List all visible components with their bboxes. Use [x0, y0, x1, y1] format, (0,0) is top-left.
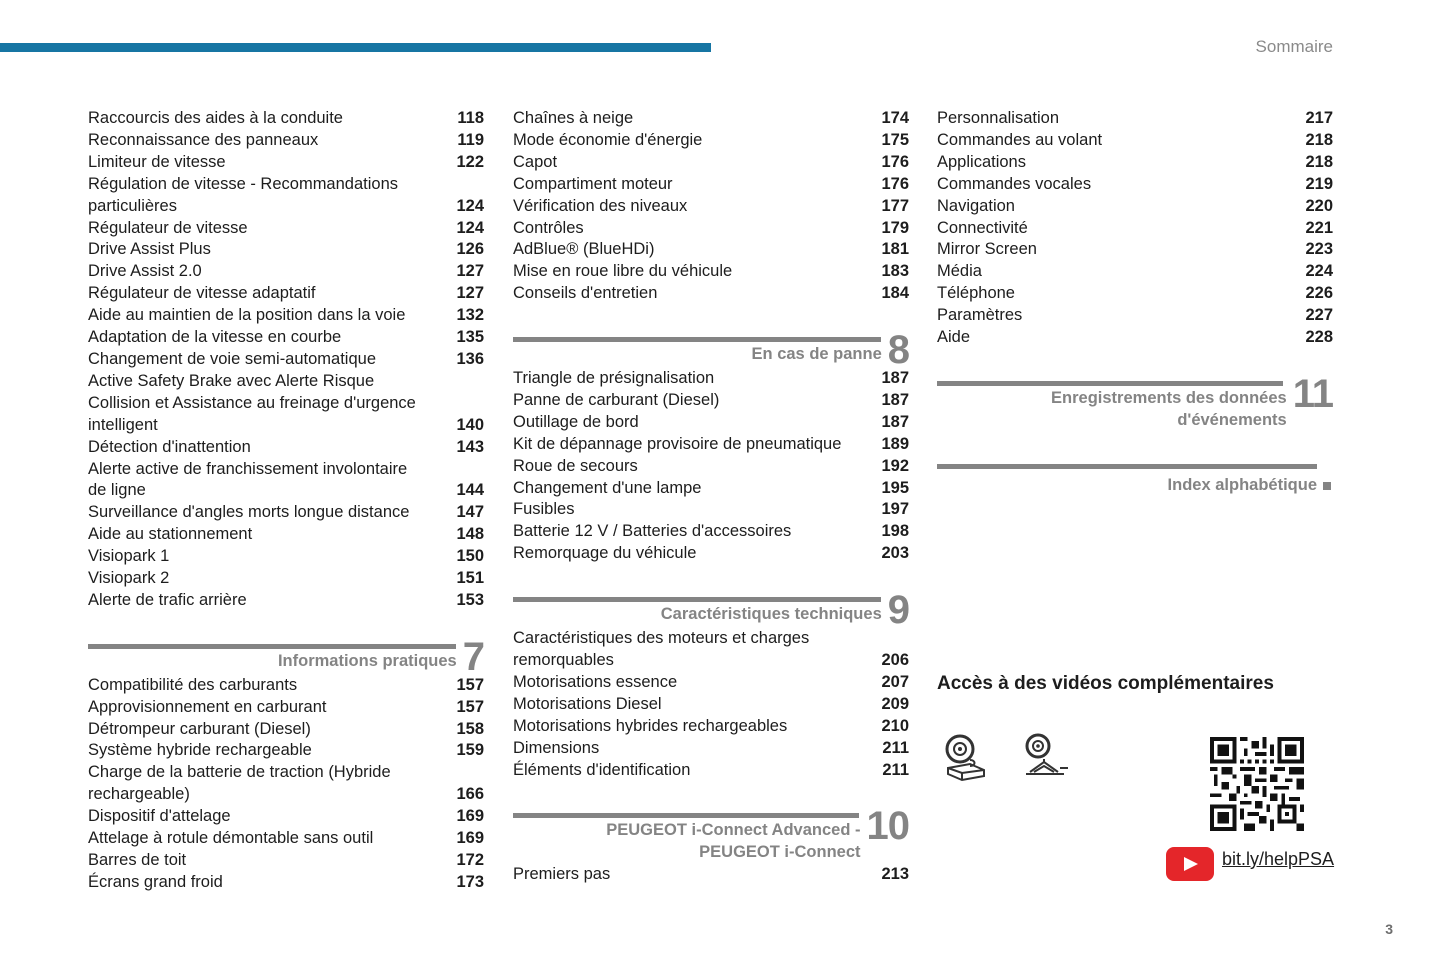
section-10-number: 10 [866, 804, 909, 849]
toc-entry-title: Changement d'une lampe [513, 478, 702, 497]
toc-entry-page: 127 [456, 284, 484, 303]
toc-entry[interactable] [88, 349, 484, 371]
toc-entry-title: rechargeable) [88, 785, 190, 804]
help-video-link[interactable]: bit.ly/helpPSA [1222, 849, 1335, 869]
toc-list [88, 108, 484, 612]
toc-entry[interactable] [88, 283, 484, 305]
toc-entry-title: Adaptation de la vitesse en courbe [88, 328, 342, 347]
toc-entry[interactable] [88, 371, 484, 393]
toc-entry-page: 179 [881, 218, 909, 237]
toc-entry[interactable] [513, 499, 909, 521]
toc-entry-page: 157 [456, 697, 484, 716]
section-8-number: 8 [887, 328, 909, 373]
section-7-title: Informations pratiques [277, 651, 457, 670]
toc-entry-title: Écrans grand froid [88, 872, 223, 891]
toc-entry-page: 220 [1305, 196, 1333, 215]
toc-entry-title: Régulateur de vitesse [88, 218, 248, 237]
toc-entry-title: Détrompeur carburant (Diesel) [88, 719, 311, 738]
toc-entry[interactable] [513, 456, 909, 478]
toc-entry-title: Charge de la batterie de traction (Hybride [88, 763, 391, 782]
toc-entry-title: Compartiment moteur [513, 174, 673, 193]
toc-entry-title: Aide au maintien de la position dans la voie [88, 306, 406, 325]
toc-entry-title: Média [937, 262, 982, 281]
toc-entry-title: Contrôles [513, 218, 584, 237]
spare-wheel-jack-icon [1020, 732, 1070, 784]
toc-entry-title: de ligne [88, 481, 146, 500]
toc-entry-title: Remorquage du véhicule [513, 544, 697, 563]
toc-entry-page: 172 [456, 850, 484, 869]
toc-entry-title: AdBlue® (BlueHDi) [513, 240, 655, 259]
toc-entry-title: Vérification des niveaux [513, 196, 688, 215]
toc-entry[interactable] [513, 864, 909, 886]
toc-entry[interactable] [88, 828, 484, 850]
videos-heading: Accès à des vidéos complémentaires [937, 673, 1274, 694]
toc-entry[interactable] [513, 108, 909, 130]
toc-entry-page: 221 [1305, 218, 1333, 237]
toc-entry-title: Téléphone [937, 284, 1015, 303]
toc-entry-page: 211 [882, 760, 909, 779]
toc-entry[interactable] [88, 806, 484, 828]
toc-entry-title: Surveillance d'angles morts longue distance [88, 503, 410, 522]
toc-entry[interactable] [937, 130, 1333, 152]
toc-entry[interactable] [513, 152, 909, 174]
toc-entry-page: 174 [881, 109, 909, 127]
toc-entry-page: 126 [456, 240, 484, 259]
toc-entry[interactable] [513, 434, 909, 456]
toc-entry[interactable] [513, 174, 909, 196]
toc-list [937, 108, 1333, 349]
toc-entry-title: Détection d'inattention [88, 437, 251, 456]
toc-entry-page: 217 [1305, 109, 1333, 127]
toc-entry[interactable] [513, 130, 909, 152]
toc-entry-title: Visiopark 1 [88, 547, 170, 566]
toc-entry[interactable] [513, 650, 909, 672]
toc-entry-page: 192 [881, 456, 909, 475]
section-10-title-line2: PEUGEOT i-Connect [699, 843, 861, 862]
toc-entry[interactable] [513, 218, 909, 240]
section-9-title: Caractéristiques techniques [660, 605, 882, 624]
toc-entry[interactable] [88, 740, 484, 762]
section-11-title-line2: d'événements [1177, 410, 1287, 429]
toc-entry[interactable] [88, 174, 484, 196]
toc-entry[interactable] [88, 502, 484, 524]
toc-entry-title: Caractéristiques des moteurs et charges [513, 629, 810, 648]
toc-entry-page: 132 [456, 306, 484, 325]
toc-entry-page: 118 [457, 109, 484, 127]
toc-entry[interactable] [88, 305, 484, 327]
toc-column-2 [513, 108, 909, 886]
toc-entry[interactable] [937, 196, 1333, 218]
toc-entry[interactable] [88, 546, 484, 568]
toc-entry[interactable] [513, 716, 909, 738]
index-link[interactable] [937, 475, 1333, 497]
toc-entry[interactable] [88, 152, 484, 174]
toc-entry[interactable] [513, 412, 909, 434]
section-9-header [513, 588, 909, 633]
toc-entry-page: 218 [1305, 130, 1333, 149]
toc-entry[interactable] [88, 393, 484, 415]
toc-entry-title: Personnalisation [937, 109, 1059, 127]
toc-entry-page: 195 [881, 478, 909, 497]
qr-code[interactable] [1210, 737, 1304, 831]
toc-entry[interactable] [88, 568, 484, 590]
toc-entry-title: Triangle de présignalisation [513, 369, 715, 388]
toc-entry-page: 227 [1305, 306, 1333, 325]
toc-entry-page: 173 [456, 872, 484, 891]
toc-entry[interactable] [513, 478, 909, 500]
toc-entry-title: Collision et Assistance au freinage d'urgence [88, 393, 416, 412]
toc-entry-page: 181 [881, 240, 909, 259]
toc-entry-title: Connectivité [937, 218, 1028, 237]
toc-entry-page: 122 [456, 152, 484, 171]
toc-entry[interactable] [937, 261, 1333, 283]
toc-entry-title: Motorisations Diesel [513, 694, 662, 713]
toc-list [88, 675, 484, 894]
toc-entry[interactable] [88, 239, 484, 261]
toc-entry-title: Conseils d'entretien [513, 284, 658, 303]
toc-entry-page: 124 [456, 218, 484, 237]
toc-entry-page: 144 [456, 481, 484, 500]
toc-column-1 [88, 108, 484, 894]
toc-entry[interactable] [88, 784, 484, 806]
toc-entry-page: 153 [456, 590, 484, 609]
toc-entry-title: Fusibles [513, 500, 575, 519]
toc-entry-page: 187 [881, 412, 909, 431]
toc-entry-page: 187 [881, 369, 909, 388]
toc-entry-title: Barres de toit [88, 850, 187, 869]
section-11-number: 11 [1292, 371, 1333, 416]
toc-entry[interactable] [88, 108, 484, 130]
toc-entry-title: Régulation de vitesse - Recommandations [88, 174, 398, 193]
section-10-title [606, 820, 866, 864]
toc-list [513, 108, 909, 305]
toc-entry[interactable] [88, 590, 484, 612]
toc-entry-page: 127 [456, 262, 484, 281]
toc-list [513, 628, 909, 781]
section-11-title-line1: Enregistrements des données [1051, 388, 1287, 407]
toc-entry[interactable] [88, 196, 484, 218]
toc-entry-page: 124 [456, 196, 484, 215]
index-title: Index alphabétique [1167, 475, 1317, 494]
toc-entry[interactable] [513, 390, 909, 412]
toc-entry-title: remorquables [513, 651, 614, 669]
toc-entry[interactable] [88, 524, 484, 546]
toc-entry-title: Kit de dépannage provisoire de pneumatique [513, 434, 842, 453]
toc-entry[interactable] [513, 760, 909, 782]
index-divider [937, 464, 1317, 469]
toc-entry-page: 210 [881, 716, 909, 735]
toc-entry-page: 219 [1305, 174, 1333, 193]
square-bullet-icon [1323, 482, 1331, 490]
toc-entry-title: Mirror Screen [937, 240, 1037, 259]
toc-entry[interactable] [513, 738, 909, 760]
toc-entry-title: Premiers pas [513, 865, 611, 884]
toc-entry-page: 223 [1305, 240, 1333, 259]
toc-entry[interactable] [88, 697, 484, 719]
toc-list [513, 864, 909, 886]
toc-entry-title: Capot [513, 152, 558, 171]
toc-entry-title: Outillage de bord [513, 412, 639, 431]
toc-entry-title: Compatibilité des carburants [88, 675, 298, 694]
toc-entry-page: 224 [1305, 262, 1333, 281]
toc-entry-title: Motorisations hybrides rechargeables [513, 716, 788, 735]
toc-entry-title: Batterie 12 V / Batteries d'accessoires [513, 522, 792, 541]
toc-entry-page: 177 [881, 196, 909, 215]
toc-entry-page: 175 [881, 130, 909, 149]
toc-entry-title: Raccourcis des aides à la conduite [88, 109, 343, 127]
toc-entry[interactable] [937, 327, 1333, 349]
toc-entry[interactable] [513, 694, 909, 716]
toc-entry[interactable] [88, 719, 484, 741]
toc-entry-title: intelligent [88, 415, 158, 434]
toc-entry-page: 206 [881, 651, 909, 669]
toc-entry-title: Commandes au volant [937, 130, 1103, 149]
toc-entry-page: 198 [881, 522, 909, 541]
toc-entry-title: Dispositif d'attelage [88, 807, 231, 826]
toc-entry-title: Alerte active de franchissement involontaire [88, 459, 408, 478]
youtube-play-icon[interactable] [1166, 847, 1214, 881]
toc-entry[interactable] [88, 437, 484, 459]
header-accent-bar [0, 43, 711, 52]
toc-entry[interactable] [88, 872, 484, 894]
toc-entry-title: particulières [88, 196, 177, 215]
toc-entry-title: Approvisionnement en carburant [88, 697, 327, 716]
toc-entry[interactable] [513, 521, 909, 543]
toc-entry-title: Chaînes à neige [513, 109, 634, 127]
toc-entry-page: 207 [881, 672, 909, 691]
toc-entry-page: 135 [456, 328, 484, 347]
toc-entry-page: 169 [456, 807, 484, 826]
toc-entry[interactable] [88, 218, 484, 240]
toc-entry-title: Aide au stationnement [88, 525, 253, 544]
toc-entry[interactable] [937, 305, 1333, 327]
toc-entry[interactable] [937, 283, 1333, 305]
toc-entry-page: 203 [881, 544, 909, 563]
toc-entry[interactable] [88, 762, 484, 784]
toc-entry-title: Active Safety Brake avec Alerte Risque [88, 371, 375, 390]
toc-entry[interactable] [937, 152, 1333, 174]
toc-entry-title: Dimensions [513, 738, 600, 757]
toc-entry-page: 143 [456, 437, 484, 456]
page-title: Sommaire [1255, 37, 1333, 56]
section-9-number: 9 [887, 588, 909, 633]
toc-list [513, 368, 909, 565]
toc-entry[interactable] [513, 368, 909, 390]
toc-entry-title: Commandes vocales [937, 174, 1092, 193]
toc-entry-page: 176 [881, 174, 909, 193]
toc-entry[interactable] [937, 218, 1333, 240]
toc-entry-title: Panne de carburant (Diesel) [513, 390, 720, 409]
toc-entry-title: Drive Assist Plus [88, 240, 211, 259]
toc-entry[interactable] [937, 108, 1333, 130]
toc-entry-title: Éléments d'identification [513, 760, 691, 779]
toc-entry-page: 209 [881, 694, 909, 713]
toc-entry-title: Alerte de trafic arrière [88, 590, 247, 609]
toc-entry-page: 169 [456, 829, 484, 848]
toc-entry-page: 159 [456, 741, 484, 760]
toc-entry-title: Mise en roue libre du véhicule [513, 262, 733, 281]
section-7-header [88, 634, 484, 679]
toc-entry[interactable] [88, 675, 484, 697]
section-11-header [937, 371, 1333, 432]
toc-entry[interactable] [937, 174, 1333, 196]
toc-entry-page: 150 [456, 547, 484, 566]
toc-entry[interactable] [513, 261, 909, 283]
toc-entry-page: 187 [881, 390, 909, 409]
toc-entry[interactable] [513, 239, 909, 261]
toc-entry-title: Reconnaissance des panneaux [88, 130, 319, 149]
section-10-title-line1: PEUGEOT i-Connect Advanced - [606, 821, 861, 840]
toc-entry-page: 151 [456, 569, 484, 588]
toc-entry[interactable] [88, 261, 484, 283]
toc-entry[interactable] [937, 239, 1333, 261]
toc-entry[interactable] [513, 672, 909, 694]
toc-entry-page: 197 [881, 500, 909, 519]
toc-entry-page: 158 [456, 719, 484, 738]
toc-entry-title: Régulateur de vitesse adaptatif [88, 284, 316, 303]
toc-entry[interactable] [88, 130, 484, 152]
toc-entry-page: 189 [881, 434, 909, 453]
toc-entry-title: Changement de voie semi-automatique [88, 349, 377, 368]
toc-entry[interactable] [513, 283, 909, 305]
toc-entry-page: 147 [456, 503, 484, 522]
toc-entry-page: 226 [1305, 284, 1333, 303]
toc-column-3 [937, 108, 1333, 497]
toc-entry-title: Drive Assist 2.0 [88, 262, 202, 281]
toc-entry[interactable] [88, 327, 484, 349]
toc-entry-title: Paramètres [937, 306, 1023, 325]
section-8-header [513, 328, 909, 373]
toc-entry[interactable] [513, 543, 909, 565]
toc-entry-page: 140 [456, 415, 484, 434]
toc-entry-page: 213 [881, 865, 909, 884]
toc-entry[interactable] [88, 850, 484, 872]
toc-entry-title: Mode économie d'énergie [513, 130, 703, 149]
toc-entry[interactable] [88, 480, 484, 502]
toc-entry-page: 148 [456, 525, 484, 544]
toc-entry[interactable] [88, 415, 484, 437]
section-10-header [513, 804, 909, 864]
toc-entry-title: Aide [937, 328, 971, 347]
toc-entry-page: 228 [1305, 328, 1333, 347]
section-8-title: En cas de panne [751, 345, 882, 364]
page-number: 3 [1385, 921, 1393, 937]
toc-entry-page: 211 [882, 738, 909, 757]
toc-entry[interactable] [88, 459, 484, 481]
section-7-number: 7 [462, 634, 484, 679]
toc-entry-page: 183 [881, 262, 909, 281]
toc-entry-page: 136 [456, 349, 484, 368]
toc-entry-title: Système hybride rechargeable [88, 741, 312, 760]
toc-entry-page: 218 [1305, 152, 1333, 171]
toc-entry-title: Navigation [937, 196, 1015, 215]
toc-entry[interactable] [513, 196, 909, 218]
toc-entry-page: 119 [457, 130, 484, 149]
toc-entry-page: 184 [881, 284, 909, 303]
toc-entry-page: 157 [456, 675, 484, 694]
toc-entry-page: 166 [456, 785, 484, 804]
toc-entry[interactable] [513, 628, 909, 650]
toc-entry-title: Limiteur de vitesse [88, 152, 226, 171]
toc-entry-title: Visiopark 2 [88, 569, 170, 588]
toc-entry-title: Applications [937, 152, 1026, 171]
toc-entry-title: Motorisations essence [513, 672, 678, 691]
section-11-title [1051, 388, 1293, 432]
toc-entry-page: 176 [881, 152, 909, 171]
tire-repair-kit-icon [940, 732, 990, 784]
toc-entry-title: Attelage à rotule démontable sans outil [88, 829, 374, 848]
toc-entry-title: Roue de secours [513, 456, 638, 475]
